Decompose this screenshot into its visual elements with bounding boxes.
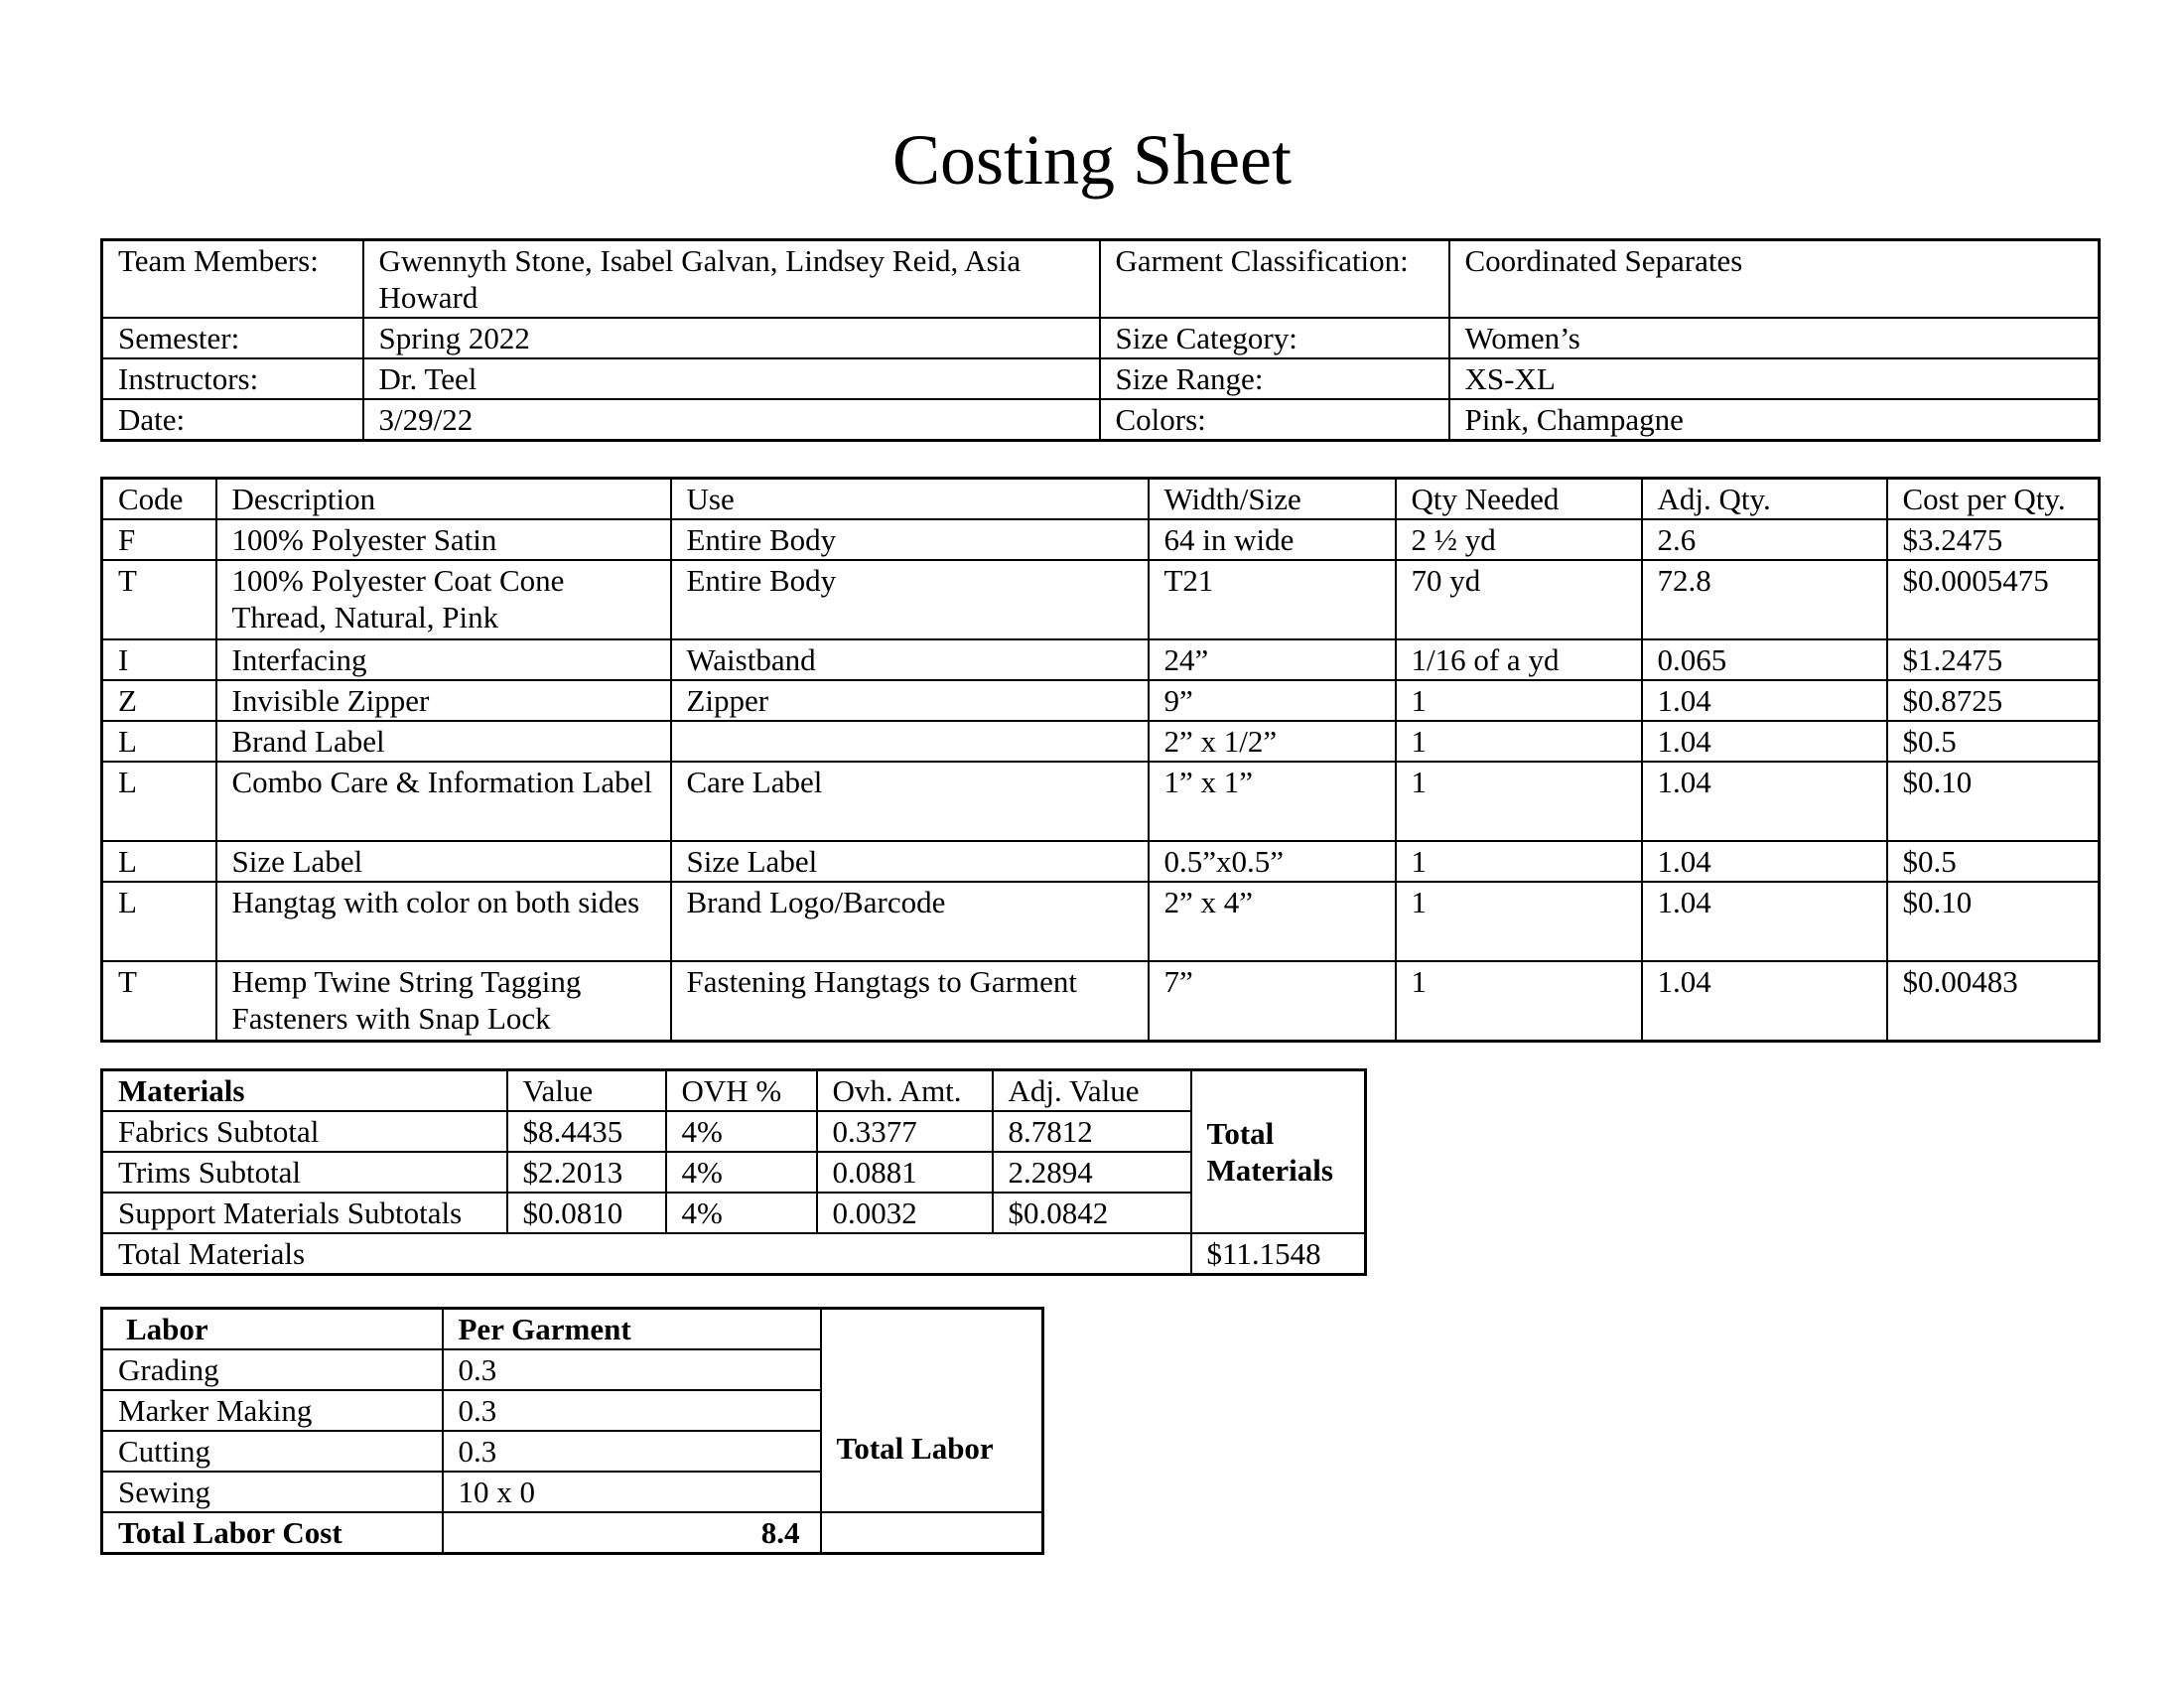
classification-label: Garment Classification: bbox=[1100, 240, 1449, 319]
col-use: Use bbox=[671, 479, 1149, 520]
labor-per-garment: 0.3 bbox=[443, 1431, 821, 1472]
page-title: Costing Sheet bbox=[891, 120, 1292, 200]
item-width-size: 64 in wide bbox=[1149, 519, 1396, 560]
table-row bbox=[102, 680, 2100, 721]
col-description: Description bbox=[216, 479, 671, 520]
instructors-value: Dr. Teel bbox=[363, 358, 1100, 399]
table-row bbox=[102, 1193, 1366, 1233]
item-description: Combo Care & Information Label bbox=[216, 762, 671, 841]
info-table bbox=[100, 238, 2101, 442]
item-code: L bbox=[102, 882, 216, 961]
items-header-row bbox=[102, 479, 2100, 520]
item-width-size: 24” bbox=[1149, 639, 1396, 680]
table-row bbox=[102, 519, 2100, 560]
labor-col-labor: Labor bbox=[102, 1309, 443, 1350]
item-qty-needed: 1 bbox=[1396, 961, 1642, 1042]
item-use: Waistband bbox=[671, 639, 1149, 680]
materials-col-ovh-pct: OVH % bbox=[666, 1070, 817, 1112]
item-cost: $0.00483 bbox=[1887, 961, 2100, 1042]
materials-ovh-pct: 4% bbox=[666, 1152, 817, 1193]
semester-label: Semester: bbox=[102, 318, 363, 358]
item-use: Care Label bbox=[671, 762, 1149, 841]
item-cost: $0.8725 bbox=[1887, 680, 2100, 721]
labor-header-row bbox=[102, 1309, 1043, 1350]
total-labor-label: Total Labor Cost bbox=[102, 1512, 443, 1554]
item-code: I bbox=[102, 639, 216, 680]
item-code: L bbox=[102, 721, 216, 762]
total-materials-value: $11.1548 bbox=[1191, 1233, 1366, 1275]
total-materials-side-label: Total Materials bbox=[1191, 1070, 1366, 1234]
item-code: Z bbox=[102, 680, 216, 721]
table-row bbox=[102, 560, 2100, 639]
table-row bbox=[102, 1111, 1366, 1152]
labor-table bbox=[100, 1307, 1044, 1555]
materials-ovh-pct: 4% bbox=[666, 1193, 817, 1233]
item-cost: $0.10 bbox=[1887, 882, 2100, 961]
item-adj-qty: 2.6 bbox=[1642, 519, 1887, 560]
item-use: Entire Body bbox=[671, 519, 1149, 560]
item-use: Entire Body bbox=[671, 560, 1149, 639]
item-width-size: T21 bbox=[1149, 560, 1396, 639]
item-qty-needed: 1 bbox=[1396, 762, 1642, 841]
materials-col-materials: Materials bbox=[102, 1070, 507, 1112]
labor-task: Marker Making bbox=[102, 1390, 443, 1431]
materials-value: $0.0810 bbox=[507, 1193, 666, 1233]
size-category-label: Size Category: bbox=[1100, 318, 1449, 358]
item-width-size: 7” bbox=[1149, 961, 1396, 1042]
total-materials-label: Total Materials bbox=[102, 1233, 1191, 1275]
item-adj-qty: 1.04 bbox=[1642, 961, 1887, 1042]
items-table bbox=[100, 477, 2101, 1043]
materials-adj-value: 8.7812 bbox=[993, 1111, 1191, 1152]
item-width-size: 0.5”x0.5” bbox=[1149, 841, 1396, 882]
size-range-label: Size Range: bbox=[1100, 358, 1449, 399]
table-row bbox=[102, 841, 2100, 882]
table-row bbox=[102, 762, 2100, 841]
item-width-size: 2” x 1/2” bbox=[1149, 721, 1396, 762]
item-adj-qty: 72.8 bbox=[1642, 560, 1887, 639]
colors-value: Pink, Champagne bbox=[1449, 399, 2100, 441]
item-adj-qty: 1.04 bbox=[1642, 680, 1887, 721]
date-value: 3/29/22 bbox=[363, 399, 1100, 441]
table-row bbox=[102, 961, 2100, 1042]
item-width-size: 9” bbox=[1149, 680, 1396, 721]
item-qty-needed: 1 bbox=[1396, 680, 1642, 721]
colors-label: Colors: bbox=[1100, 399, 1449, 441]
col-qty-needed: Qty Needed bbox=[1396, 479, 1642, 520]
labor-task: Sewing bbox=[102, 1472, 443, 1512]
item-description: Brand Label bbox=[216, 721, 671, 762]
item-description: Hemp Twine String Tagging Fasteners with Snap Lock bbox=[216, 961, 671, 1042]
item-code: T bbox=[102, 961, 216, 1042]
item-adj-qty: 1.04 bbox=[1642, 762, 1887, 841]
item-qty-needed: 70 yd bbox=[1396, 560, 1642, 639]
item-description: Interfacing bbox=[216, 639, 671, 680]
item-cost: $1.2475 bbox=[1887, 639, 2100, 680]
size-category-value: Women’s bbox=[1449, 318, 2100, 358]
labor-per-garment: 0.3 bbox=[443, 1349, 821, 1390]
materials-name: Support Materials Subtotals bbox=[102, 1193, 507, 1233]
classification-value: Coordinated Separates bbox=[1449, 240, 2100, 319]
materials-ovh-amt: 0.3377 bbox=[817, 1111, 993, 1152]
team-label: Team Members: bbox=[102, 240, 363, 319]
materials-ovh-pct: 4% bbox=[666, 1111, 817, 1152]
item-qty-needed: 2 ½ yd bbox=[1396, 519, 1642, 560]
materials-value: $2.2013 bbox=[507, 1152, 666, 1193]
labor-per-garment: 0.3 bbox=[443, 1390, 821, 1431]
labor-total-row bbox=[102, 1512, 1043, 1554]
table-row bbox=[102, 639, 2100, 680]
item-description: Hangtag with color on both sides bbox=[216, 882, 671, 961]
instructors-label: Instructors: bbox=[102, 358, 363, 399]
size-range-value: XS-XL bbox=[1449, 358, 2100, 399]
materials-header-row bbox=[102, 1070, 1366, 1112]
total-labor-value: 8.4 bbox=[443, 1512, 821, 1554]
item-cost: $0.5 bbox=[1887, 721, 2100, 762]
semester-value: Spring 2022 bbox=[363, 318, 1100, 358]
labor-task: Grading bbox=[102, 1349, 443, 1390]
item-width-size: 2” x 4” bbox=[1149, 882, 1396, 961]
item-cost: $0.5 bbox=[1887, 841, 2100, 882]
item-description: 100% Polyester Coat Cone Thread, Natural, Pink bbox=[216, 560, 671, 639]
item-adj-qty: 1.04 bbox=[1642, 882, 1887, 961]
table-row bbox=[102, 1152, 1366, 1193]
item-cost: $0.0005475 bbox=[1887, 560, 2100, 639]
team-value: Gwennyth Stone, Isabel Galvan, Lindsey Reid, Asia Howard bbox=[363, 240, 1100, 319]
item-qty-needed: 1/16 of a yd bbox=[1396, 639, 1642, 680]
materials-name: Trims Subtotal bbox=[102, 1152, 507, 1193]
materials-value: $8.4435 bbox=[507, 1111, 666, 1152]
item-use: Size Label bbox=[671, 841, 1149, 882]
item-adj-qty: 1.04 bbox=[1642, 841, 1887, 882]
col-width-size: Width/Size bbox=[1149, 479, 1396, 520]
item-cost: $0.10 bbox=[1887, 762, 2100, 841]
labor-col-per-garment: Per Garment bbox=[443, 1309, 821, 1350]
materials-ovh-amt: 0.0881 bbox=[817, 1152, 993, 1193]
materials-total-row bbox=[102, 1233, 1366, 1275]
item-code: T bbox=[102, 560, 216, 639]
labor-task: Cutting bbox=[102, 1431, 443, 1472]
col-adj-qty: Adj. Qty. bbox=[1642, 479, 1887, 520]
item-use: Brand Logo/Barcode bbox=[671, 882, 1149, 961]
item-code: L bbox=[102, 841, 216, 882]
item-description: Size Label bbox=[216, 841, 671, 882]
item-code: L bbox=[102, 762, 216, 841]
materials-table bbox=[100, 1068, 1367, 1276]
table-row bbox=[102, 882, 2100, 961]
materials-col-ovh-amt: Ovh. Amt. bbox=[817, 1070, 993, 1112]
materials-adj-value: 2.2894 bbox=[993, 1152, 1191, 1193]
item-use: Fastening Hangtags to Garment bbox=[671, 961, 1149, 1042]
labor-total-empty-cell bbox=[821, 1512, 1043, 1554]
item-qty-needed: 1 bbox=[1396, 841, 1642, 882]
item-qty-needed: 1 bbox=[1396, 882, 1642, 961]
item-qty-needed: 1 bbox=[1396, 721, 1642, 762]
date-label: Date: bbox=[102, 399, 363, 441]
col-cost-per-qty: Cost per Qty. bbox=[1887, 479, 2100, 520]
item-width-size: 1” x 1” bbox=[1149, 762, 1396, 841]
labor-per-garment: 10 x 0 bbox=[443, 1472, 821, 1512]
materials-adj-value: $0.0842 bbox=[993, 1193, 1191, 1233]
item-code: F bbox=[102, 519, 216, 560]
col-code: Code bbox=[102, 479, 216, 520]
item-adj-qty: 0.065 bbox=[1642, 639, 1887, 680]
materials-col-adj-value: Adj. Value bbox=[993, 1070, 1191, 1112]
total-labor-side-label: Total Labor bbox=[821, 1309, 1043, 1513]
item-adj-qty: 1.04 bbox=[1642, 721, 1887, 762]
item-use bbox=[671, 721, 1149, 762]
table-row bbox=[102, 721, 2100, 762]
materials-name: Fabrics Subtotal bbox=[102, 1111, 507, 1152]
materials-ovh-amt: 0.0032 bbox=[817, 1193, 993, 1233]
item-cost: $3.2475 bbox=[1887, 519, 2100, 560]
materials-col-value: Value bbox=[507, 1070, 666, 1112]
item-use: Zipper bbox=[671, 680, 1149, 721]
item-description: 100% Polyester Satin bbox=[216, 519, 671, 560]
item-description: Invisible Zipper bbox=[216, 680, 671, 721]
